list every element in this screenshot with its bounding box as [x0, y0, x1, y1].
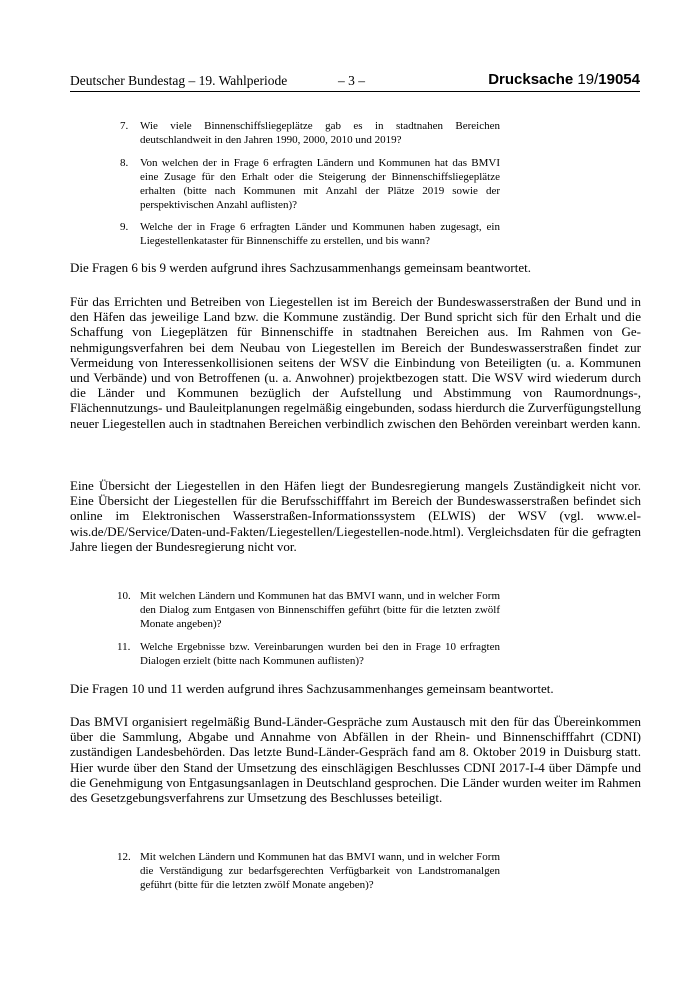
question-text: Mit welchen Ländern und Kommunen hat das BMVI wann, und in welcher Form die Verständigung zur bedarfsgerechten Verfügbarkeit von Landstromanalgen geführt (bitte für die letzten zwölf Monate angeben)?: [140, 851, 500, 891]
header-page-number: – 3 –: [338, 73, 365, 88]
question-text: Mit welchen Ländern und Kommunen hat das BMVI wann, und in welcher Form den Dialog zum Entgasen von Binnenschiffen geführt (bitte für die letzten zwölf Monate angeben)?: [140, 590, 500, 630]
question-text: Welche Ergebnisse bzw. Vereinbarungen wurden bei den in Frage 10 erfragten Dialogen erzielt (bitte nach Kommunen auflisten)?: [140, 641, 500, 667]
drucksache-label: Drucksache: [488, 71, 574, 88]
question-number: 9.: [120, 221, 129, 233]
answer-paragraph-3: Eine Übersicht der Liegestellen in den Häfen liegt der Bundesregierung mangels Zuständigkeit nicht vor. Eine Übersicht der Liegestellen für die Berufsschifffahrt im Bereich der Bundeswasserstraßen befindet sich online im Elektronischen Wasserstraßen-Informationssystem (ELWIS) der WSV (vgl. www.elwis.de/DE/Service/Daten-und-Fakten/Liegestellen/Liegestellen-node.html). Vergleichsdaten für die gefragten Jahre liegen der Bundesregierung nicht vor.: [70, 478, 641, 554]
question-number: 7.: [120, 120, 129, 132]
question-number: 8.: [120, 157, 129, 169]
question-number: 12.: [117, 851, 131, 863]
drucksache-period: 19/: [577, 71, 599, 88]
header-parliament: Deutscher Bundestag – 19. Wahlperiode: [70, 73, 288, 88]
header-drucksache: [488, 71, 640, 88]
drucksache-number: 19054: [598, 71, 640, 88]
answer-paragraph-5: Das BMVI organisiert regelmäßig Bund-Länder-Gespräche zum Austausch mit den für das Übereinkommen über die Sammlung, Abgabe und Annahme von Abfällen in der Rhein- und Binnenschifffahrt (CDNI) zuständigen Landesbehörden. Das letzte Bund-Länder-Gespräch fand am 8. Oktober 2019 in Duisburg statt. Hier wurde über den Stand der Umsetzung des einschlägigen Beschlusses CDNI 2017-I-4 über Dämpfe und die Genehmigung von Entgasungsanlagen in Deutschland gesprochen. Die Länder wurden weiter im Rahmen des Gesetzgebungsverfahrens zur Umsetzung des Beschlusses beteiligt.: [70, 714, 641, 806]
answer-paragraph-4: Die Fragen 10 und 11 werden aufgrund ihres Sachzusammenhanges gemeinsam beantwortet.: [70, 681, 554, 696]
question-text: Von welchen der in Frage 6 erfragten Ländern und Kommunen hat das BMVI eine Zusage für den Erhalt oder die Steigerung der Binnenschiffsliegeplätze erhalten (bitte nach Kommunen mit Anzahl der Plätze 2019 sowie der perspektivischen Anzahl auflisten)?: [140, 157, 500, 211]
page-header: [70, 71, 640, 92]
answer-paragraph-2: Für das Errichten und Betreiben von Liegestellen ist im Bereich der Bundeswasserstraßen der Bund und in den Häfen das jeweilige Land bzw. die Kommune zuständig. Der Bund spricht sich für den Erhalt und die Schaffung von Liegeplätzen für Binnenschiffe in stadtnahen Bereichen aus. Im Rahmen von Genehmigungsverfahren bei dem Neubau von Liegestellen im Bereich der Bundeswasserstraßen findet zur Vermeidung von Interessenkollisionen seitens der WSV die Einbindung von Beteiligten (u. a. Kommunen und Verbände) und von Betroffenen (u. a. Anwohner) projektbezogen statt. Die WSV wird wiederum durch die Länder und Kommunen bezüglich der Aufstellung und Abstimmung von Raumordnungs-, Flächennutzungs- und Bauleitplanungen regelmäßig eingebunden, sodass hierdurch die Zurverfügungstellung neuer Liegestellen auch in stadtnahen Bereichen verbindlich zwischen den Behörden vereinbart werden kann.: [70, 294, 641, 431]
question-number: 11.: [117, 641, 131, 653]
answer-paragraph-1: Die Fragen 6 bis 9 werden aufgrund ihres Sachzusammenhangs gemeinsam beantwortet.: [70, 260, 532, 275]
question-text: Welche der in Frage 6 erfragten Länder und Kommunen haben zugesagt, ein Liegestellenkataster für Binnenschiffe zu erstellen, und bis wann?: [140, 221, 500, 247]
question-number: 10.: [117, 590, 131, 602]
question-text: Wie viele Binnenschiffsliegeplätze gab es in stadtnahen Bereichen deutschlandweit in den Jahren 1990, 2000, 2010 und 2019?: [140, 120, 500, 146]
